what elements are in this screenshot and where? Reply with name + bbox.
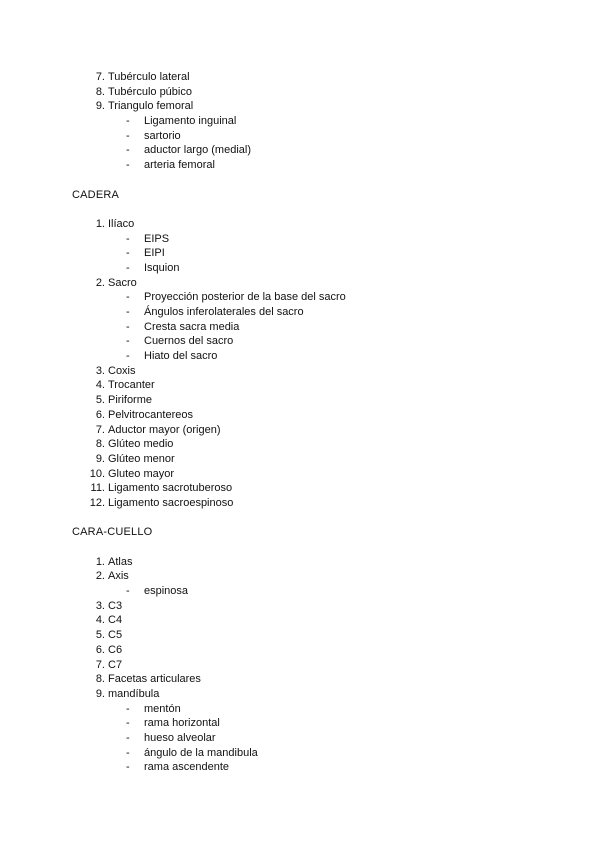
list-item-text: Ligamento sacrotuberoso [108,482,233,495]
list-item-number: 11. [90,482,105,495]
list-item [0,423,600,438]
list-item-text: Glúteo medio [108,438,174,451]
sub-list-item-text: ángulo de la mandibula [144,746,258,759]
bullet-dash: - [126,291,130,304]
list-item-number: 8. [95,85,105,98]
bullet-dash: - [126,320,130,333]
list-item-text: Atlas [108,555,133,568]
list-item-number: 9. [95,452,105,465]
list-item-text: Aductor mayor (origen) [108,423,221,436]
list-item-number: 10. [89,467,105,480]
bullet-dash: - [126,144,130,157]
sub-list-item-text: EIPI [144,247,165,260]
list-item-number: 8. [95,673,105,686]
list-item [0,555,600,570]
sub-list-item [0,261,600,276]
list-item-text: Trocanter [108,379,155,392]
list-item [0,276,600,291]
list-item-number: 7. [95,423,105,436]
list-item [0,613,600,628]
bullet-dash: - [126,350,130,363]
list-item-text: C3 [108,599,123,612]
list-item-text: Sacro [108,276,137,289]
sub-list-item [0,716,600,731]
list-item-number: 4. [95,379,105,392]
bullet-dash: - [126,335,130,348]
sub-list-item-text: Proyección posterior de la base del sacro [144,291,346,304]
bullet-dash: - [126,746,130,759]
list-item-number: 2. [95,570,105,583]
list-item-number: 6. [95,408,105,421]
bullet-dash: - [126,585,130,598]
list-item-number: 1. [95,217,105,230]
sub-list-item-text: Cuernos del sacro [144,335,234,348]
cadera-list [0,217,600,511]
sub-list-item [0,746,600,761]
sub-list-item-text: arteria femoral [144,159,215,172]
list-item [0,643,600,658]
sub-list-item-text: Isquion [144,261,180,274]
list-item [0,481,600,496]
sub-list-item [0,114,600,129]
sub-list-item-text: mentón [144,702,181,715]
sub-list-item-text: rama horizontal [144,717,220,730]
list-item-number: 7. [95,658,105,671]
sub-list-item-text: Ángulos inferolaterales del sacro [144,306,304,318]
list-item-text: C4 [108,614,123,627]
list-item-text: Coxis [108,364,136,377]
list-item-text: C6 [108,643,123,656]
list-item-number: 7. [95,71,105,83]
sub-list-item [0,290,600,305]
sub-list-item [0,584,600,599]
list-item-text: C5 [108,629,123,642]
list-item-text: Tubérculo púbico [108,85,192,98]
list-item [0,408,600,423]
sub-list-item-text: EIPS [144,232,170,245]
list-item [0,99,600,114]
sub-list-item [0,143,600,158]
list-item [0,628,600,643]
sub-list-item [0,334,600,349]
list-item-number: 5. [95,629,105,642]
sub-list-item-text: Ligamento inguinal [144,115,237,128]
sub-list-item [0,232,600,247]
bullet-dash: - [126,731,130,744]
list-item-number: 3. [95,599,105,612]
sub-list-item [0,349,600,364]
list-item-number: 1. [95,555,105,568]
sub-list-item [0,129,600,144]
femur-list-continued [0,70,600,173]
list-item [0,496,600,511]
list-item-number: 5. [95,394,105,407]
list-item-text: Triangulo femoral [108,100,194,113]
list-item-text: Ligamento sacroespinoso [108,496,234,509]
list-item-number: 12. [89,496,105,509]
list-item-number: 6. [95,643,105,656]
list-item-text: C7 [108,658,123,671]
sub-list-item [0,305,600,320]
bullet-dash: - [126,247,130,260]
bullet-dash: - [126,232,130,245]
sub-list-item [0,731,600,746]
section-heading-cara-cuello [0,525,600,540]
sub-list-item [0,760,600,775]
list-item [0,599,600,614]
list-item-text: Ilíaco [108,217,135,230]
list-item-text: Glúteo menor [108,452,175,465]
heading-text: CADERA [72,188,120,201]
list-item-number: 4. [95,614,105,627]
list-item-text: Facetas articulares [108,673,201,686]
list-item-text: mandíbula [108,687,160,700]
list-item [0,658,600,673]
list-item [0,85,600,100]
list-item [0,467,600,482]
list-item [0,378,600,393]
list-item-number: 8. [95,438,105,451]
list-item [0,393,600,408]
bullet-dash: - [126,306,130,318]
sub-list-item [0,702,600,717]
list-item [0,437,600,452]
sub-list-item [0,158,600,173]
bullet-dash: - [126,702,130,715]
list-item [0,687,600,702]
list-item [0,217,600,232]
list-item [0,452,600,467]
list-item-text: Piriforme [108,394,153,407]
bullet-dash: - [126,115,130,128]
sub-list-item-text: espinosa [144,585,189,598]
sub-list-item-text: aductor largo (medial) [144,144,251,157]
heading-text: CARA-CUELLO [72,526,153,539]
section-heading-cadera [0,188,600,203]
list-item [0,672,600,687]
sub-list-item-text: rama ascendente [144,761,229,774]
list-item-number: 9. [95,687,105,700]
list-item-number: 2. [95,276,105,289]
sub-list-item-text: Hiato del sacro [144,350,218,363]
cara-cuello-list [0,555,600,775]
sub-list-item-text: Cresta sacra media [144,320,240,333]
bullet-dash: - [126,717,130,730]
bullet-dash: - [126,761,130,774]
sub-list-item-text: hueso alveolar [144,731,216,744]
list-item-text: Pelvitrocantereos [108,408,193,421]
bullet-dash: - [126,129,130,142]
list-item-text: Gluteo mayor [108,467,175,480]
list-item-text: Tubérculo lateral [108,71,190,83]
sub-list-item-text: sartorio [144,129,181,142]
list-item-number: 9. [95,100,105,113]
bullet-dash: - [126,159,130,172]
document-page [0,70,600,775]
list-item [0,70,600,85]
list-item-text: Axis [108,570,129,583]
list-item [0,364,600,379]
list-item [0,569,600,584]
sub-list-item [0,246,600,261]
sub-list-item [0,320,600,335]
bullet-dash: - [126,261,130,274]
list-item-number: 3. [95,364,105,377]
